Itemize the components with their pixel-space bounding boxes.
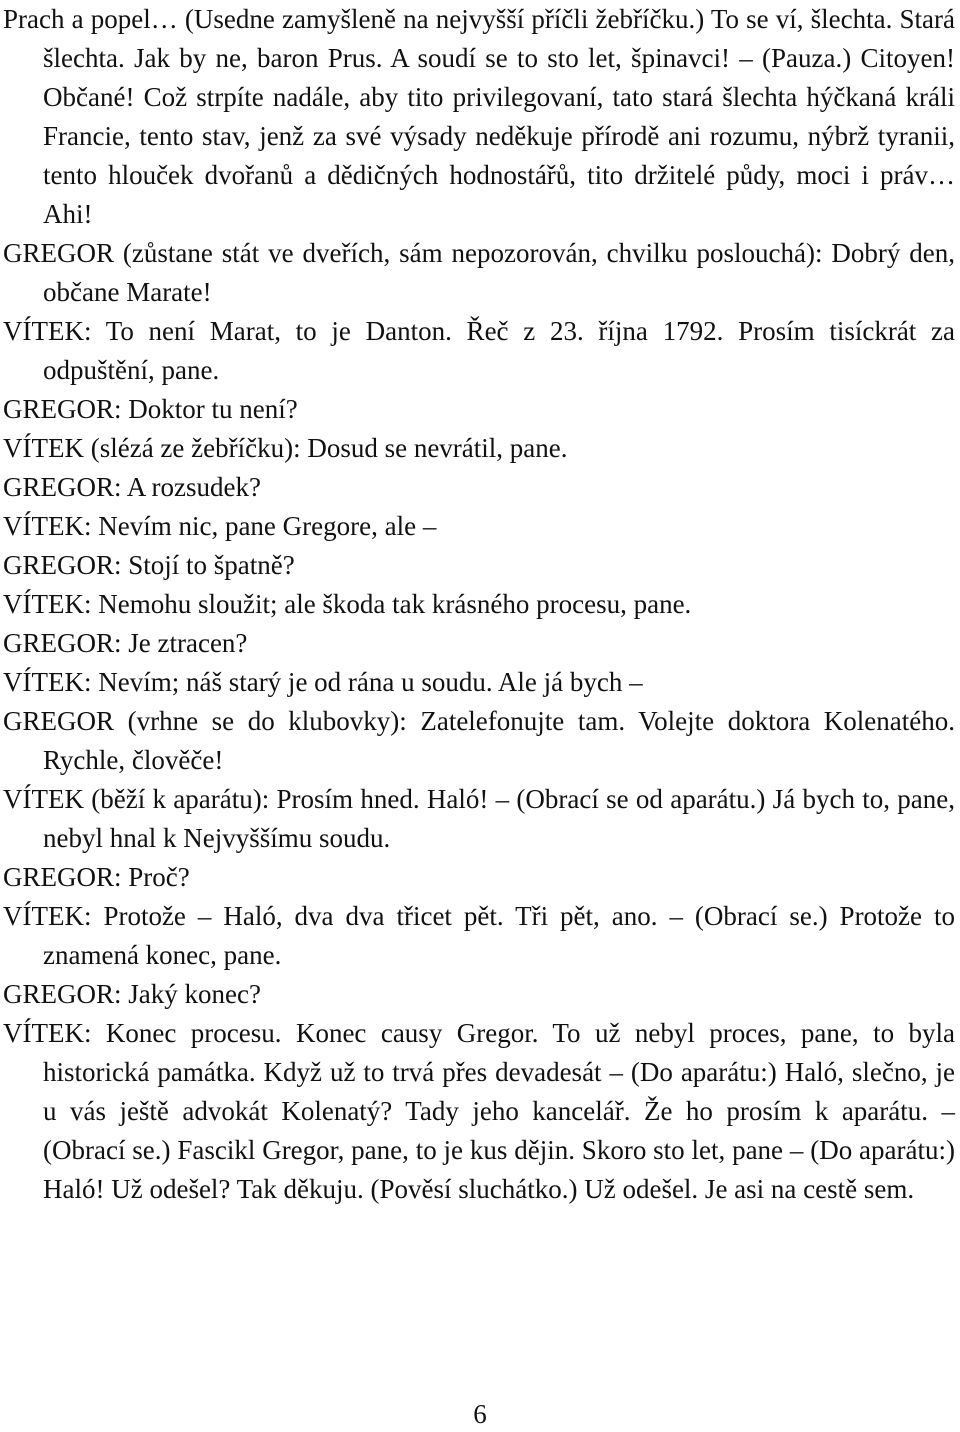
dialogue-line-gregor-3: GREGOR: A rozsudek? <box>3 472 261 502</box>
dialogue-line-vitek-2: VÍTEK (slézá ze žebříčku): Dosud se nevrátil, pane. <box>3 433 568 463</box>
page-number: 6 <box>473 1399 487 1429</box>
dialogue-line-vitek-7: VÍTEK: Protože – Haló, dva dva třicet pět. Tři pět, ano. – (Obrací se.) Protože to znamená konec, pane. <box>3 901 955 970</box>
dialogue-line-gregor-8: GREGOR: Jaký konec? <box>3 979 261 1009</box>
page-body <box>3 0 955 1209</box>
dialogue-line-vitek-6: VÍTEK (běží k aparátu): Prosím hned. Haló! – (Obrací se od aparátu.) Já bych to, pane, nebyl hnal k Nejvyššímu soudu. <box>3 784 955 853</box>
dialogue-line-gregor-1: GREGOR (zůstane stát ve dveřích, sám nepozorován, chvilku poslouchá): Dobrý den, občane Marate! <box>3 238 955 307</box>
dialogue-line-gregor-5: GREGOR: Je ztracen? <box>3 628 248 658</box>
dialogue-line-gregor-2: GREGOR: Doktor tu není? <box>3 394 298 424</box>
dialogue-line-gregor-6: GREGOR (vrhne se do klubovky): Zatelefonujte tam. Volejte doktora Kolenatého. Rychle, člověče! <box>3 706 955 775</box>
dialogue-line-vitek-1: VÍTEK: To není Marat, to je Danton. Řeč z 23. října 1792. Prosím tisíckrát za odpuštění, pane. <box>3 316 955 385</box>
dialogue-line-vitek-4: VÍTEK: Nemohu sloužit; ale škoda tak krásného procesu, pane. <box>3 589 692 619</box>
dialogue-line-gregor-4: GREGOR: Stojí to špatně? <box>3 550 295 580</box>
dialogue-line-gregor-7: GREGOR: Proč? <box>3 862 190 892</box>
dialogue-line-vitek-3: VÍTEK: Nevím nic, pane Gregore, ale – <box>3 511 437 541</box>
opening-paragraph: Prach a popel… (Usedne zamyšleně na nejvyšší příčli žebříčku.) To se ví, šlechta. Stará šlechta. Jak by ne, baron Prus. A soudí se to sto let, špinavci! – (Pauza.) Citoyen! Občané! Což strpíte nadále, aby tito privilegovaní, tato stará šlechta hýčkaná králi Francie, tento stav, jenž za své výsady neděkuje přírodě ani rozumu, nýbrž tyranii, tento hlouček dvořanů a dědičných hodnostářů, tito držitelé půdy, moci i práv… Ahi! <box>3 4 955 229</box>
dialogue-line-vitek-5: VÍTEK: Nevím; náš starý je od rána u soudu. Ale já bych – <box>3 667 643 697</box>
dialogue-line-vitek-8: VÍTEK: Konec procesu. Konec causy Gregor. To už nebyl proces, pane, to byla historická památka. Když už to trvá přes devadesát – (Do aparátu:) Haló, slečno, je u vás ještě advokát Kolenatý? Tady jeho kancelář. Že ho prosím k aparátu. – (Obrací se.) Fascikl Gregor, pane, to je kus dějin. Skoro sto let, pane – (Do aparátu:) Haló! Už odešel? Tak děkuju. (Pověsí sluchátko.) Už odešel. Je asi na cestě sem. <box>3 1018 955 1204</box>
